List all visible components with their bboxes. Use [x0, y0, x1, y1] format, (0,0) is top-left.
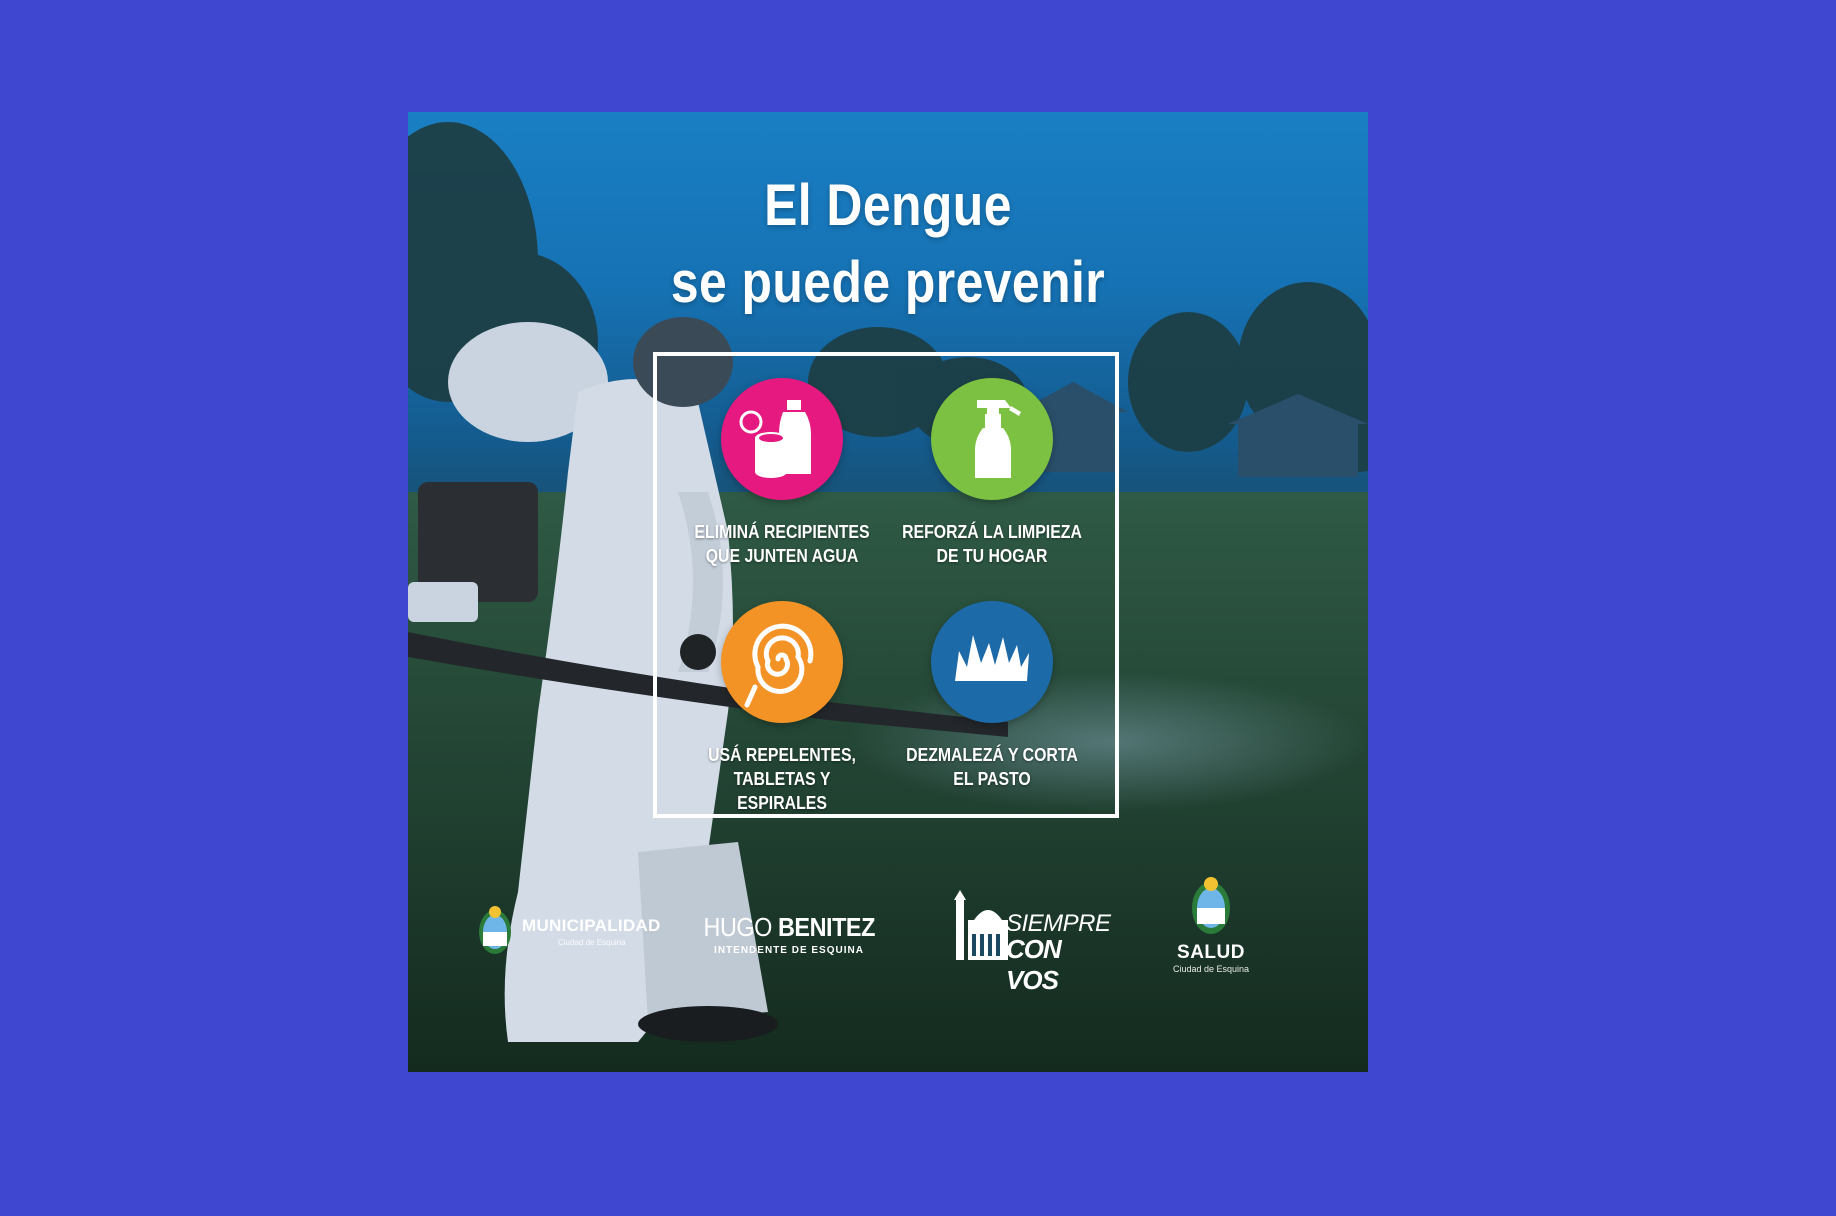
tip-circle	[931, 601, 1053, 723]
grass-icon	[931, 601, 1053, 723]
municipalidad-logo	[474, 902, 694, 962]
tip-label: USÁ REPELENTES, TABLETAS Y ESPIRALES	[708, 745, 856, 813]
municipalidad-name: MUNICIPALIDAD	[522, 916, 661, 935]
tip-circle	[931, 378, 1053, 500]
tip-label: ELIMINÁ RECIPIENTES QUE JUNTEN AGUA	[694, 522, 870, 566]
prevention-tips-box	[653, 352, 1119, 818]
intendente-name: HUGO BENITEZ	[703, 912, 875, 942]
tip-label: REFORZÁ LA LIMPIEZA DE TU HOGAR	[902, 522, 1082, 566]
intendente-logo	[694, 912, 884, 962]
tip-circle	[721, 378, 843, 500]
municipalidad-subtitle: Ciudad de Esquina	[558, 938, 626, 947]
coat-of-arms-icon	[1187, 874, 1235, 940]
church-building-icon	[948, 890, 1010, 964]
poster-title-line-2: se puede prevenir	[670, 250, 1106, 315]
salud-logo	[1166, 874, 1256, 984]
coat-of-arms-icon	[474, 902, 516, 960]
spray-bottle-icon	[931, 378, 1053, 500]
tip-use-repellents	[677, 601, 887, 815]
tip-reinforce-cleaning	[887, 378, 1097, 568]
siempre-con-vos-logo	[948, 890, 1118, 995]
salud-name: SALUD	[1177, 942, 1245, 963]
spiral-coil-icon	[721, 601, 843, 723]
tip-circle	[721, 601, 843, 723]
dengue-poster	[408, 112, 1368, 1072]
tip-cut-grass	[887, 601, 1097, 791]
intendente-subtitle: INTENDENTE DE ESQUINA	[714, 945, 864, 956]
tip-label: DEZMALEZÁ Y CORTA EL PASTO	[906, 745, 1078, 789]
salud-subtitle: Ciudad de Esquina	[1172, 964, 1250, 974]
poster-title-line-1: El Dengue	[764, 173, 1012, 238]
con-vos-text: CON VOS	[1006, 934, 1061, 995]
siempre-text: SIEMPRE	[1006, 910, 1111, 937]
tip-eliminate-containers	[677, 378, 887, 568]
containers-icon	[721, 378, 843, 500]
